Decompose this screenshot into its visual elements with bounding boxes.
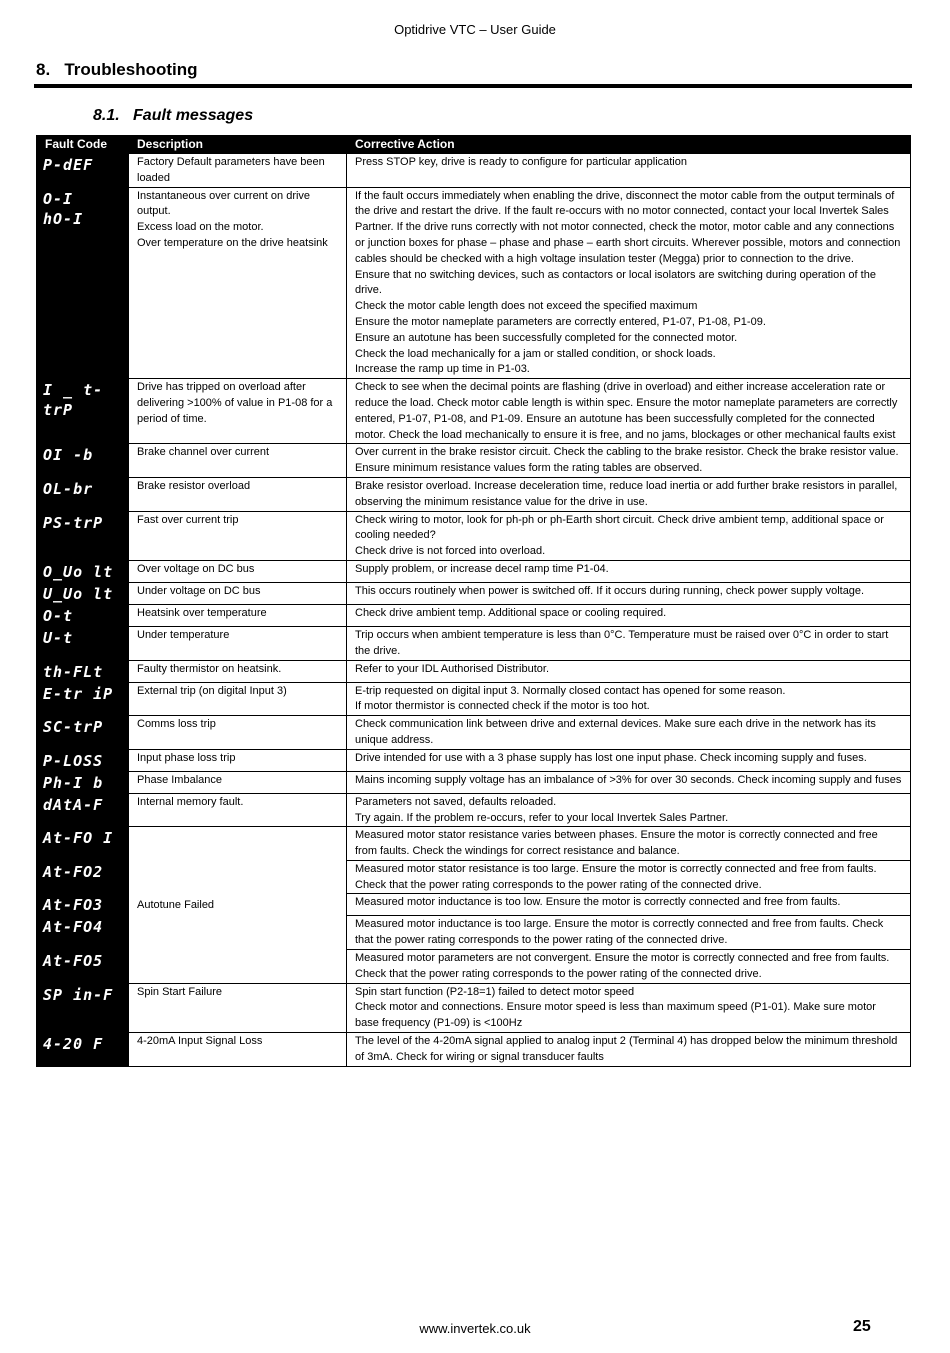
table-header-row — [37, 136, 911, 154]
cell-line: Over voltage on DC bus — [137, 562, 255, 575]
fault-code-line: U_Uo lt — [43, 584, 114, 603]
cell-line: Ensure the motor nameplate parameters are correctly entered, P1-07, P1-08, P1-09. — [355, 315, 766, 328]
cell-line: Fast over current trip — [137, 513, 239, 526]
column-header-corrective-action: Corrective Action — [347, 136, 911, 154]
fault-code-line: Ph-I b — [43, 773, 104, 792]
table-row — [37, 379, 911, 444]
fault-code-line: O_Uo lt — [43, 562, 114, 581]
fault-code-cell — [37, 560, 129, 582]
fault-code-line: At-FO4 — [43, 918, 104, 937]
cell-line: External trip (on digital Input 3) — [137, 684, 287, 697]
description-cell — [129, 793, 347, 827]
fault-code-line: SP in-F — [43, 985, 114, 1004]
cell-line: Brake resistor overload. Increase deceleration time, reduce load inertia or add further brake resistors in parallel, observing the minimum resistance value for the drive in use. — [355, 479, 898, 508]
corrective-action-cell — [347, 716, 911, 750]
fault-code-line: hO-I — [43, 209, 84, 228]
corrective-action-cell — [347, 749, 911, 771]
description-cell — [129, 682, 347, 716]
description-cell — [129, 626, 347, 660]
cell-line: Ensure an autotune has been successfully completed for the connected motor. — [355, 331, 738, 344]
table-row — [37, 983, 911, 1032]
cell-line: Trip occurs when ambient temperature is less than 0°C. Temperature must be raised over 0°C in order to start the drive. — [355, 628, 889, 657]
cell-line: Comms loss trip — [137, 718, 216, 731]
cell-line: Brake channel over current — [137, 446, 270, 459]
cell-line: If motor thermistor is connected check if the motor is too hot. — [355, 700, 650, 713]
description-cell — [129, 477, 347, 511]
column-header-fault-code: Fault Code — [37, 136, 129, 154]
corrective-action-cell — [347, 187, 911, 379]
corrective-action-cell — [347, 154, 911, 188]
table-row — [37, 626, 911, 660]
fault-code-cell — [37, 604, 129, 626]
cell-line: Drive intended for use with a 3 phase supply has lost one input phase. Check incoming supply and fuses. — [355, 751, 867, 764]
cell-line: Increase the ramp up time in P1-03. — [355, 363, 530, 376]
description-cell — [129, 511, 347, 560]
fault-code-cell — [37, 749, 129, 771]
table-row — [37, 187, 911, 379]
fault-code-cell — [37, 860, 129, 894]
corrective-action-cell — [347, 660, 911, 682]
corrective-action-cell — [347, 793, 911, 827]
table-row — [37, 793, 911, 827]
fault-code-cell — [37, 444, 129, 478]
column-header-description: Description — [129, 136, 347, 154]
fault-code-line: th-FLt — [43, 662, 104, 681]
cell-line: The level of the 4-20mA signal applied to analog input 2 (Terminal 4) has dropped below the minimum threshold of 3mA. Check for wiring or signal transducer faults — [355, 1035, 898, 1063]
table-row — [37, 716, 911, 750]
fault-code-line: At-FO I — [43, 829, 114, 848]
fault-code-cell — [37, 793, 129, 827]
section-title-text: Troubleshooting — [64, 60, 198, 79]
cell-line: Brake resistor overload — [137, 479, 251, 492]
fault-code-line: At-FO3 — [43, 896, 104, 915]
subsection-number: 8.1. — [93, 107, 120, 124]
fault-code-cell — [37, 983, 129, 1032]
cell-line: Phase Imbalance — [137, 773, 222, 786]
subsection-title — [93, 107, 253, 125]
cell-line: Check drive ambient temp. Additional space or cooling required. — [355, 606, 667, 619]
corrective-action-cell — [347, 560, 911, 582]
cell-line: Internal memory fault. — [137, 795, 244, 808]
corrective-action-cell — [347, 771, 911, 793]
description-cell — [129, 660, 347, 682]
corrective-action-cell — [347, 444, 911, 478]
corrective-action-cell — [347, 477, 911, 511]
cell-line: Spin start function (P2-18=1) failed to detect motor speed — [355, 985, 635, 998]
cell-line: E-trip requested on digital input 3. Normally closed contact has opened for some reason. — [355, 684, 786, 697]
cell-line: Check the motor cable length does not exceed the specified maximum — [355, 300, 698, 313]
fault-code-cell — [37, 379, 129, 444]
fault-code-cell — [37, 511, 129, 560]
cell-line: Check wiring to motor, look for ph-ph or ph-Earth short circuit. Check drive ambient temp, additional space or cooling needed? — [355, 513, 884, 542]
subsection-title-text: Fault messages — [133, 107, 254, 124]
fault-code-cell — [37, 154, 129, 188]
fault-code-cell — [37, 626, 129, 660]
table-row — [37, 154, 911, 188]
description-cell — [129, 771, 347, 793]
corrective-action-cell — [347, 379, 911, 444]
fault-code-cell — [37, 187, 129, 379]
table-row — [37, 1033, 911, 1067]
cell-line: Check drive is not forced into overload. — [355, 545, 546, 558]
footer-url: www.invertek.co.uk — [419, 1321, 531, 1336]
fault-code-cell — [37, 894, 129, 916]
description-cell — [129, 560, 347, 582]
cell-line: Check the load mechanically for a jam or stalled condition, or shock loads. — [355, 347, 716, 360]
description-cell — [129, 604, 347, 626]
cell-line: Try again. If the problem re-occurs, refer to your local Invertek Sales Partner. — [355, 811, 729, 824]
corrective-action-cell — [347, 983, 911, 1032]
cell-line: Under temperature — [137, 628, 230, 641]
table-row — [37, 827, 911, 861]
cell-line: This occurs routinely when power is switched off. If it occurs during running, check power supply voltage. — [355, 584, 865, 597]
cell-line: Over current in the brake resistor circuit. Check the cabling to the brake resistor. Check the brake resistor value. Ensure minimum resistance values form the rating tables are observed. — [355, 446, 899, 475]
description-cell — [129, 582, 347, 604]
description-cell — [129, 1033, 347, 1067]
table-row — [37, 604, 911, 626]
table-row — [37, 682, 911, 716]
cell-line: Factory Default parameters have been loaded — [137, 156, 325, 184]
cell-line: Instantaneous over current on drive output. — [137, 189, 311, 218]
corrective-action-cell — [347, 1033, 911, 1067]
fault-code-line: I _ t-trP — [43, 381, 104, 420]
fault-code-line: 4-20 F — [43, 1035, 104, 1054]
fault-code-line: O-t — [43, 606, 74, 625]
cell-line: Check communication link between drive and external devices. Make sure each drive in the network has its unique address. — [355, 718, 876, 746]
fault-code-line: U-t — [43, 628, 74, 647]
cell-line: Mains incoming supply voltage has an imbalance of >3% for over 30 seconds. Check incoming supply and fuses — [355, 773, 902, 786]
corrective-action-cell: Measured motor inductance is too large. Ensure the motor is correctly connected and free from faults. Check that the power rating corresponds to the power rating of the connected drive. — [347, 916, 911, 950]
cell-line: Input phase loss trip — [137, 751, 236, 764]
fault-code-line: At-FO2 — [43, 862, 104, 881]
fault-code-line: E-tr iP — [43, 684, 114, 703]
corrective-action-cell — [347, 682, 911, 716]
cell-line: Over temperature on the drive heatsink — [137, 236, 328, 249]
corrective-action-cell — [347, 582, 911, 604]
fault-messages-table — [36, 135, 911, 1067]
fault-code-cell — [37, 682, 129, 716]
cell-line: Check to see when the decimal points are flashing (drive in overload) and either increase acceleration rate or reduce the load. Check motor cable length is within spec. Ensure the motor nameplate parameters are correctly entered, P1-07, P1-08, and P1-09. Ensure an autotune has been successfully completed for the connected motor. Check the load mechanically to ensure it is free, and no jams, blockages or other mechanical faults exist — [355, 381, 898, 441]
cell-line: Faulty thermistor on heatsink. — [137, 662, 282, 675]
cell-line: Check motor and connections. Ensure motor speed is less than maximum speed (P1-01). Make sure motor base frequency (P1-09) is <100Hz — [355, 1001, 876, 1030]
cell-line: 4-20mA Input Signal Loss — [137, 1035, 263, 1048]
fault-code-cell — [37, 660, 129, 682]
section-number: 8. — [36, 60, 51, 79]
corrective-action-cell: Measured motor stator resistance is too large. Ensure the motor is correctly connected and free from faults. Check that the power rating corresponds to the power rating of the connected drive. — [347, 860, 911, 894]
fault-code-cell — [37, 716, 129, 750]
fault-code-line: PS-trP — [43, 513, 104, 532]
fault-code-line: P-dEF — [43, 156, 94, 174]
description-cell — [129, 716, 347, 750]
description-cell — [129, 154, 347, 188]
corrective-action-cell — [347, 626, 911, 660]
cell-line: Spin Start Failure — [137, 985, 222, 998]
fault-code-cell — [37, 827, 129, 861]
table-row — [37, 749, 911, 771]
cell-line: Heatsink over temperature — [137, 606, 267, 619]
corrective-action-cell — [347, 604, 911, 626]
cell-line: Refer to your IDL Authorised Distributor. — [355, 662, 550, 675]
description-cell — [129, 444, 347, 478]
table-row — [37, 660, 911, 682]
table-body — [37, 154, 911, 1067]
description-cell — [129, 983, 347, 1032]
cell-line: Excess load on the motor. — [137, 221, 264, 234]
page-number: 25 — [853, 1318, 871, 1335]
description-cell — [129, 379, 347, 444]
description-cell — [129, 749, 347, 771]
fault-code-cell — [37, 582, 129, 604]
fault-code-cell — [37, 771, 129, 793]
table-row — [37, 560, 911, 582]
cell-line: Drive has tripped on overload after delivering >100% of value in P1-08 for a period of time. — [137, 381, 333, 425]
table-row — [37, 582, 911, 604]
fault-code-line: P-LOSS — [43, 751, 104, 770]
table-row — [37, 511, 911, 560]
corrective-action-cell — [347, 511, 911, 560]
fault-code-line: SC-trP — [43, 718, 104, 737]
cell-line: Parameters not saved, defaults reloaded. — [355, 795, 557, 808]
fault-code-line: OI -b — [43, 446, 94, 465]
cell-line: Under voltage on DC bus — [137, 584, 261, 597]
corrective-action-cell: Measured motor stator resistance varies between phases. Ensure the motor is correctly connected and free from faults. Check the windings for correct resistance and balance. — [347, 827, 911, 861]
section-rule — [34, 84, 912, 88]
description-cell: Autotune Failed — [129, 827, 347, 983]
fault-code-line: dAtA-F — [43, 795, 104, 814]
table-row — [37, 477, 911, 511]
cell-line: If the fault occurs immediately when enabling the drive, disconnect the motor cable from the output terminals of the drive and restart the drive. If the fault re-occurs with no motor connected, contact your local Invertek Sales Partner. If the drive runs correctly with not motor connected, check the motor, motor cable and any connections or junction boxes for phase – phase and phase – earth short circuits. Wherever possible, motors and connection cables should be checked with a high voltage insulation tester (Megga) prior to connection to the drive. — [355, 189, 901, 265]
table-row — [37, 444, 911, 478]
fault-code-line: At-FO5 — [43, 952, 104, 971]
fault-code-cell — [37, 1033, 129, 1067]
description-cell — [129, 187, 347, 379]
cell-line: Supply problem, or increase decel ramp time P1-04. — [355, 562, 609, 575]
cell-line: Ensure that no switching devices, such as contactors or local isolators are switching during operation of the drive. — [355, 268, 876, 297]
table-row — [37, 771, 911, 793]
corrective-action-cell: Measured motor inductance is too low. Ensure the motor is correctly connected and free from faults. — [347, 894, 911, 916]
fault-code-line: O-I — [43, 189, 74, 208]
running-header: Optidrive VTC – User Guide — [394, 22, 556, 37]
fault-code-cell — [37, 477, 129, 511]
section-title — [36, 60, 198, 80]
fault-code-line: OL-br — [43, 479, 94, 498]
fault-code-cell — [37, 950, 129, 984]
cell-line: Press STOP key, drive is ready to configure for particular application — [355, 156, 687, 168]
corrective-action-cell: Measured motor parameters are not convergent. Ensure the motor is correctly connected and free from faults. Check that the power rating corresponds to the power rating of the connected drive. — [347, 950, 911, 984]
fault-code-cell — [37, 916, 129, 950]
